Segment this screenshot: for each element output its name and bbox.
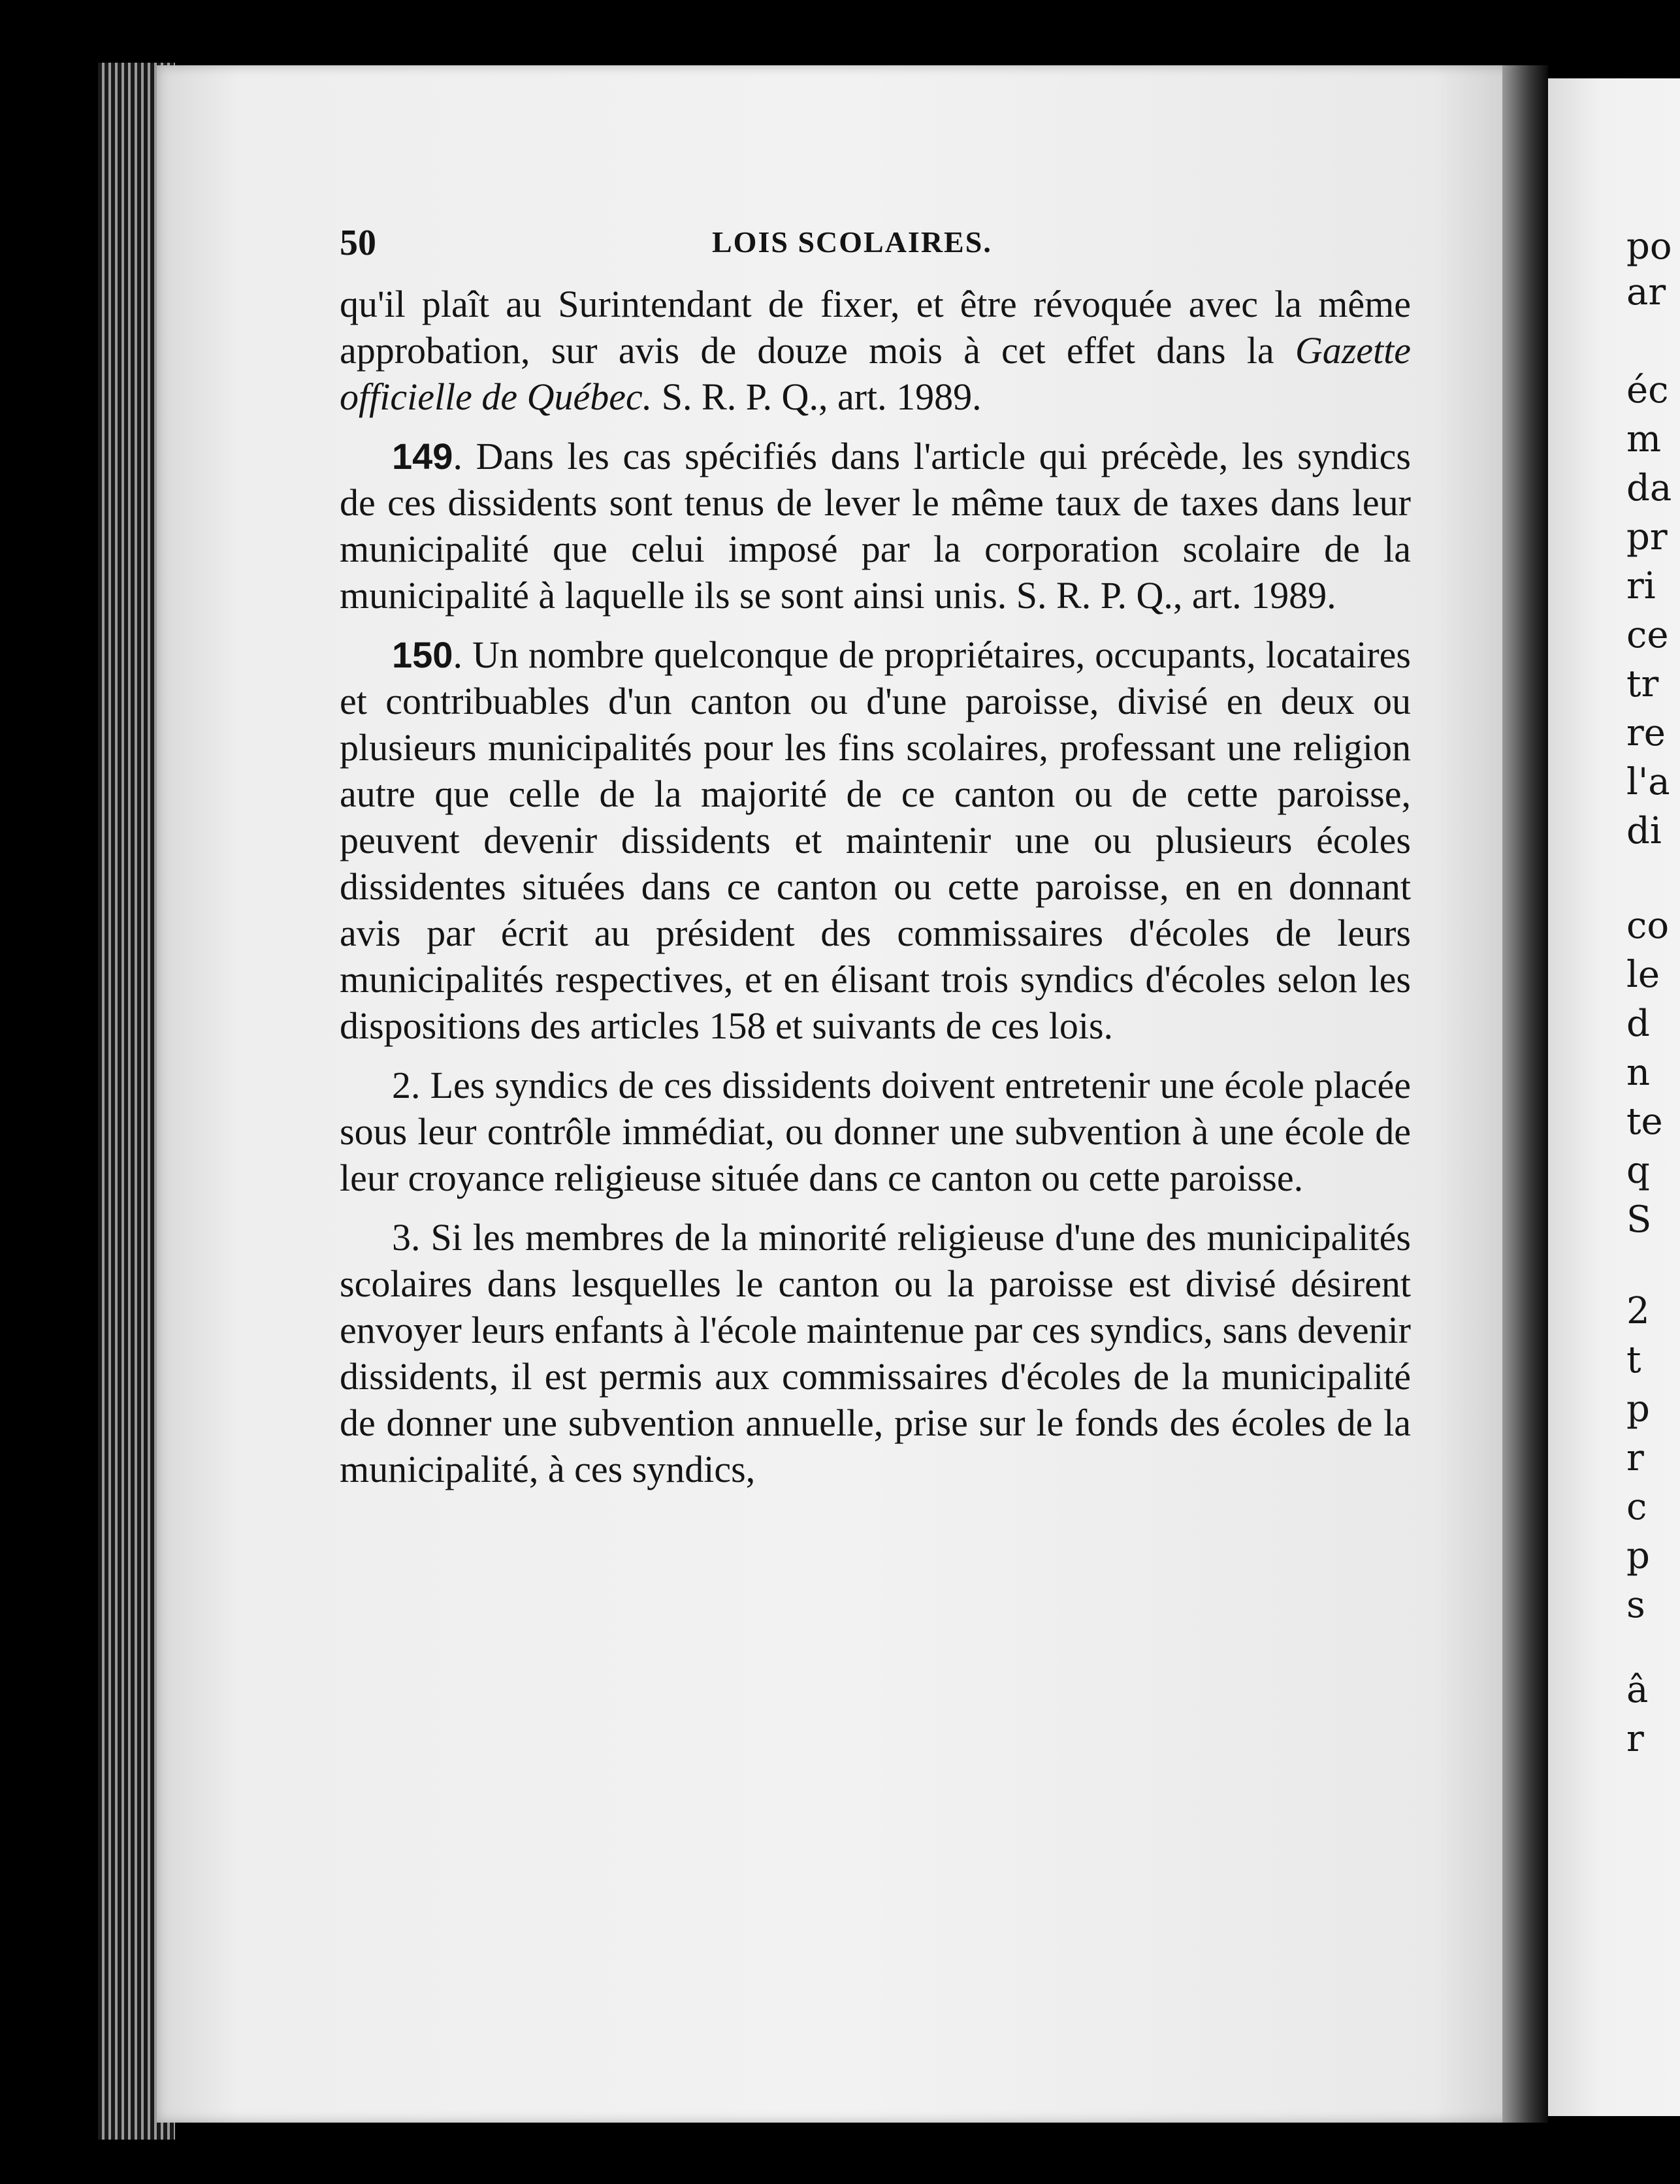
facing-page-fragment: p bbox=[1626, 1535, 1650, 1577]
facing-page-fragment: da bbox=[1626, 467, 1672, 509]
running-head-title: LOIS SCOLAIRES. bbox=[712, 225, 992, 259]
facing-page-fragment: ri bbox=[1626, 565, 1656, 607]
article-150 bbox=[340, 632, 1411, 1049]
facing-page-fragment: ar bbox=[1626, 271, 1666, 313]
paragraph-text: qu'il plaît au Surintendant de fixer, et être révoquée avec la même approbation, sur avis de douze mois à cet effet dans la bbox=[340, 283, 1411, 372]
article-text: . Un nombre quelconque de propriétaires, occupants, locataires et contribuables d'un canton ou d'une paroisse, divisé en deux ou plusieurs municipalités pour les fins scolaires, professant une religion autre que celle de la majorité de ce canton ou de cette paroisse, peuvent devenir dissidents et maintenir une ou plusieurs écoles dissidentes situées dans ce canton ou cette paroisse, en en donnant avis par écrit au président des commissaires d'écoles de leurs municipalités respectives, et en élisant trois syndics d'écoles selon les dispositions des articles 158 et suivants de ces lois. bbox=[340, 634, 1411, 1047]
page-content bbox=[340, 222, 1411, 1505]
facing-page-fragment: r bbox=[1626, 1437, 1644, 1479]
facing-page-fragment: re bbox=[1626, 712, 1666, 754]
book-page-right bbox=[1548, 78, 1680, 2116]
facing-page-fragment: 2 bbox=[1626, 1290, 1650, 1332]
facing-page-fragment: éc bbox=[1626, 369, 1669, 411]
facing-page-fragment: m bbox=[1626, 418, 1662, 460]
article-number: 150 bbox=[392, 634, 453, 675]
facing-page-fragment: ce bbox=[1626, 614, 1669, 656]
subsection-text: 2. Les syndics de ces dissidents doivent entretenir une école placée sous leur contrôle immédiat, ou donner une subvention à une école de leur croyance religieuse située dans ce canton ou cette paroisse. bbox=[340, 1064, 1411, 1199]
article-150-subsection-3 bbox=[340, 1214, 1411, 1492]
gazette-title: Gazette officielle de Québec. bbox=[340, 329, 1411, 418]
subsection-text: 3. Si les membres de la minorité religieuse d'une des municipalités scolaires dans lesquelles le canton ou la paroisse est divisé désirent envoyer leurs enfants à l'école maintenue par ces syndics, sans devenir dissidents, il est permis aux commissaires d'écoles de la municipalité de donner une subvention annuelle, prise sur le fonds des écoles de la municipalité, à ces syndics, bbox=[340, 1216, 1411, 1490]
facing-page-fragment: S bbox=[1626, 1198, 1652, 1241]
facing-page-fragment: â bbox=[1626, 1669, 1649, 1711]
facing-page-fragment: te bbox=[1626, 1100, 1663, 1143]
page-number: 50 bbox=[340, 223, 376, 263]
facing-page-fragment: co bbox=[1626, 905, 1670, 947]
facing-page-fragment: n bbox=[1626, 1052, 1651, 1094]
facing-page-fragment: pr bbox=[1626, 516, 1668, 558]
facing-page-fragment: po bbox=[1626, 225, 1672, 268]
book-gutter bbox=[1502, 65, 1548, 2123]
article-150-subsection-2 bbox=[340, 1062, 1411, 1201]
paragraph-continued bbox=[340, 281, 1411, 420]
facing-page-fragment: p bbox=[1626, 1388, 1650, 1430]
facing-page-fragment: q bbox=[1626, 1149, 1650, 1192]
facing-page-fragment: d bbox=[1626, 1003, 1650, 1045]
facing-page-fragment: s bbox=[1626, 1584, 1645, 1626]
paragraph-text: S. R. P. Q., art. 1989. bbox=[652, 376, 982, 418]
article-149 bbox=[340, 433, 1411, 618]
article-number: 149 bbox=[392, 436, 453, 477]
facing-page-fragment: le bbox=[1626, 954, 1660, 996]
facing-page-fragment: l'a bbox=[1626, 761, 1670, 803]
facing-page-fragment: t bbox=[1626, 1339, 1641, 1381]
running-head bbox=[340, 222, 1411, 281]
facing-page-fragment: r bbox=[1626, 1718, 1644, 1760]
facing-page-fragment: di bbox=[1626, 810, 1662, 852]
facing-page-fragment: tr bbox=[1626, 663, 1659, 705]
article-text: . Dans les cas spécifiés dans l'article qui précède, les syndics de ces dissidents sont tenus de lever le même taux de taxes dans leur municipalité que celui imposé par la corporation scolaire de la municipalité à laquelle ils se sont ainsi unis. S. R. P. Q., art. 1989. bbox=[340, 435, 1411, 617]
facing-page-fragment: c bbox=[1626, 1486, 1647, 1528]
